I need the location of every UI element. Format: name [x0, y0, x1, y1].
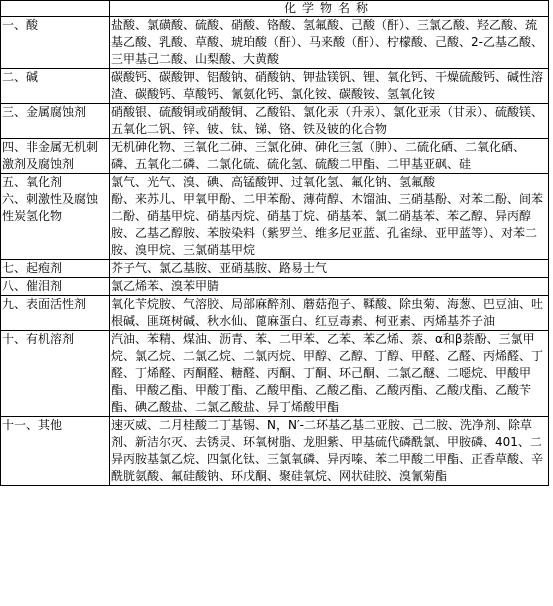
chemical-names-cell: 芥子气、氯乙基胺、亚硝基胺、路易士气 — [110, 260, 549, 278]
table-row — [1, 69, 549, 104]
table-header-row — [1, 1, 549, 17]
category-cell: 一、酸 — [1, 17, 110, 69]
chemical-names-cell: 汽油、苯精、煤油、沥青、苯、二甲苯、乙苯、苯乙烯、萘、α和β萘酚、三氯甲烷、氯乙烷、二氯乙烷、二氯丙烷、甲醇、乙醇、丁醇、甲醛、乙醛、丙烯醛、丁醛、丁烯醛、丙酮醛、糖醛、丙酮、丁酮、环己酮、二氯乙醚、二噁烷、甲酸甲酯、甲酸乙酯、甲酸丁酯、乙酸甲酯、乙酸乙酯、乙酸丙酯、乙酸戊酯、乙酸苄酯、碘乙酸盐、二氯乙酸盐、异丁烯酸甲酯 — [110, 331, 549, 417]
category-cell: 五、氧化剂 — [1, 174, 110, 192]
category-cell: 十一、其他 — [1, 417, 110, 486]
category-cell: 三、金属腐蚀剂 — [1, 104, 110, 139]
category-cell: 七、起疱剂 — [1, 260, 110, 278]
table-row — [1, 417, 549, 486]
header-category-cell — [1, 1, 110, 17]
table-row — [1, 139, 549, 174]
chemical-names-cell: 酚、来苏儿、甲氧甲酚、二甲苯酚、薄荷醇、木馏油、三硝基酚、对苯二酚、间苯二酚、硝基甲烷、硝基丙烷、硝基丁烷、硝基苯、氯二硝基苯、苯乙醇、异丙醇胺、乙基乙醇胺、苯胺染料（紫罗兰、维多尼亚蓝、孔雀绿、亚甲蓝等）、对苯二胺、溴甲烷、三氯硝基甲烷 — [110, 191, 549, 260]
chemical-names-cell: 盐酸、氯磺酸、硫酸、硝酸、铬酸、氢氟酸、己酸（酐）、三氯乙酸、羟乙酸、巯基乙酸、乳酸、草酸、琥珀酸（酐）、马来酸（酐）、柠檬酸、己酸、2-乙基乙酸、三甲基己二酸、山梨酸、大黄酸 — [110, 17, 549, 69]
category-cell: 四、非金属无机刺激剂及腐蚀剂 — [1, 139, 110, 174]
chemical-names-cell: 速灭威、二月桂酸二丁基锡、N，N′-二环基乙基二亚胺、己二胺、洗净剂、除草剂、新洁尔灭、去锈灵、环氧树脂、龙胆紫、甲基硫代磷酰氯、甲胺磷、401、二异丙胺基氯乙烷、四氯化钛、三氯氧磷、异丙嗪、苯二甲酸二甲酯、正香草酸、辛酰胱氨酸、氟硅酸钠、环戊酮、聚硅氧烷、网状硅胶、溴氰菊酯 — [110, 417, 549, 486]
chemical-names-cell: 氧化苄烷胺、气溶胶、局部麻醉剂、蘑菇孢子、鞣酸、除虫菊、海葱、巴豆油、吐根碱、匪斑树碱、秋水仙、蓖麻蛋白、红豆毒素、柯亚素、丙烯基芥子油 — [110, 296, 549, 331]
table-row — [1, 104, 549, 139]
category-cell: 八、催泪剂 — [1, 278, 110, 296]
table-row — [1, 278, 549, 296]
chemical-names-cell: 碳酸钙、碳酸钾、铝酸钠、硝酸钠、钾盐镁钒、锂、氧化钙、干燥硫酸钙、碱性溶渣、碳酸钙、草酸钙、氰氨化钙、氯化铵、碳酸铵、氢氧化铵 — [110, 69, 549, 104]
table-row — [1, 191, 549, 260]
table-row — [1, 260, 549, 278]
category-cell: 九、表面活性剂 — [1, 296, 110, 331]
category-cell: 十、有机溶剂 — [1, 331, 110, 417]
category-cell: 六、刺激性及腐蚀性炭氢化物 — [1, 191, 110, 260]
table-body — [1, 17, 549, 486]
chemical-names-cell: 氯乙烯苯、溴苯甲腈 — [110, 278, 549, 296]
chemical-names-cell: 硝酸银、硫酸铜或硝酸铜、乙酸铅、氯化汞（升汞）、氯化亚汞（甘汞）、硫酸镁、五氧化二钒、锌、铍、钛、锑、铬、铁及铍的化合物 — [110, 104, 549, 139]
table-row — [1, 296, 549, 331]
table-row — [1, 174, 549, 192]
category-cell: 二、碱 — [1, 69, 110, 104]
chemical-names-cell: 无机砷化物、三氧化二砷、三氯化砷、砷化三氢（胂）、二硫化硒、二氧化硒、磷、五氧化二磷、二氯化硫、硫化氢、硫酸二甲酯、二甲基亚砜、硅 — [110, 139, 549, 174]
table-row — [1, 331, 549, 417]
chemical-names-cell: 氯气、光气、溴、碘、高锰酸钾、过氧化氢、氟化钠、氢氟酸 — [110, 174, 549, 192]
header-chemical-names: 化学物名称 — [110, 1, 549, 17]
table-row — [1, 17, 549, 69]
